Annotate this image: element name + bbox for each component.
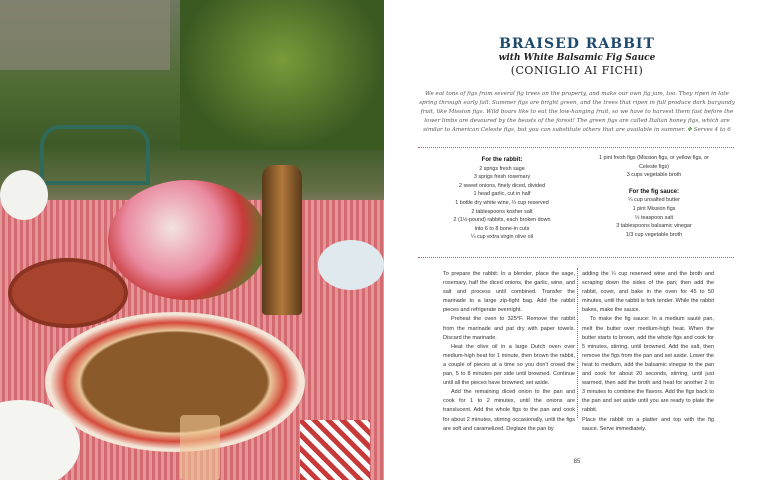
pasta-dish bbox=[8, 258, 128, 328]
stone-wall bbox=[0, 0, 170, 70]
method-paragraph: Add the remaining diced onion to the pan and cook for 1 to 2 minutes, until the onions are translucent. Add the whole figs to the pan and cook for about 2 minutes, stirring occasionally, until the figs are soft and caramelized. Deglaze the pan by bbox=[443, 389, 575, 432]
ingredient: 3 sprigs fresh rosemary bbox=[473, 174, 531, 181]
method-paragraph: To make the fig sauce: In a medium sauté pan, melt the butter over medium-high heat. When the butter starts to brown, add the whole figs and cook for 5 minutes, stirring, until browned. Add the salt, then remove the figs from the pan and set aside. Lower the heat to medium, add the balsamic vinegar to the pan and cook for about 20 seconds, stirring, until just warmed, then add the broth and heat for another 2 to 3 minutes to combine the flavors. Add the figs back to the pan and set aside until you are ready to plate the rabbit. bbox=[582, 316, 714, 414]
method-paragraph: Place the rabbit on a platter and top with the fig sauce. Serve immediately. bbox=[582, 416, 714, 432]
ingredient: ½ teaspoon salt bbox=[634, 214, 674, 221]
greenery bbox=[180, 0, 384, 150]
rabbit-heading: For the rabbit: bbox=[481, 157, 523, 163]
divider bbox=[418, 257, 734, 258]
flower-arrangement bbox=[108, 180, 268, 300]
ingredient: 1 pint Mission figs bbox=[632, 205, 676, 212]
water-glass bbox=[180, 415, 220, 480]
salad-bowl bbox=[0, 170, 48, 220]
method-paragraph-continued: adding the ¼ cup reserved wine and the broth and scraping down the sides of the pan; then add the rabbit, cover, and bake in the oven for 45 to 50 minutes, until the rabbit is fork tender. While the rabbit bakes, make the sauce. bbox=[582, 271, 714, 314]
method-paragraph: To prepare the rabbit: In a blender, place the sage, rosemary, half the diced onions, the garlic, wine, and salt and process until combined. Transfer the marinade to a large zip-tight bag. Add the rabbit pieces and refrigerate overnight. bbox=[443, 271, 575, 314]
more-ingredients bbox=[574, 154, 734, 239]
sauce-heading: For the fig sauce: bbox=[628, 188, 679, 195]
rabbit-ingredients bbox=[422, 156, 582, 242]
ingredient: ¼ cup unsalted butter bbox=[628, 197, 680, 204]
ingredient: 3 cups vegetable broth bbox=[626, 172, 682, 179]
ingredient: 2 sprigs fresh sage bbox=[479, 165, 525, 172]
method-paragraph: Preheat the oven to 325°F. Remove the rabbit from the marinade and pat dry with paper towels. Discard the marinade. bbox=[443, 316, 575, 341]
ingredient: 1/3 cup vegetable broth bbox=[625, 231, 683, 238]
salad-bowl bbox=[318, 240, 384, 290]
ingredient: 2 sweet onions, finely diced, divided bbox=[458, 182, 545, 189]
ingredient: 1 pint fresh figs (Mission figs, or yellow figs, or bbox=[599, 155, 709, 161]
divider bbox=[418, 147, 734, 148]
garden-chair bbox=[40, 125, 150, 185]
ingredient: 3 tablespoons balsamic vinegar bbox=[616, 223, 692, 230]
page-number: 85 bbox=[573, 459, 581, 465]
ingredient: into 6 to 8 bone-in cuts bbox=[474, 225, 530, 232]
italian-title: (CONIGLIO AI FICHI) bbox=[510, 64, 644, 77]
ingredient: Celeste figs) bbox=[639, 163, 669, 170]
wine-bottle bbox=[262, 165, 302, 315]
intro-text bbox=[416, 90, 738, 135]
ingredient: 2 tablespoons kosher salt bbox=[471, 208, 533, 215]
method-column-right bbox=[582, 270, 714, 434]
intro-paragraph: We eat tons of figs from several fig trees on the property, and make our own fig jam, too. They ripen in late spring through early fall. Summer figs are bright green, and the trees that ripen in full produce dark burgundy fruit, like Mission figs. Wild boars like to eat the low-hanging fruit, so we have to harvest them fast before the lower limbs are devoured by the beasts of the forest! The green figs are called Italian honey figs, which are similar to American Celeste figs, but you can substitute others that are available in summer. bbox=[419, 91, 735, 133]
column-divider bbox=[577, 268, 578, 418]
method-paragraph: Heat the olive oil in a large Dutch oven over medium-high heat for 1 minute, then brown the rabbit, a couple of pieces at a time so you don't crowd the pan, 5 to 8 minutes per side until browned. Continue until all the pieces have browned; set aside. bbox=[443, 343, 575, 387]
leaf-icon: ✤ bbox=[687, 127, 692, 133]
ingredient: 1 bottle dry white wine, ¼ cup reserved bbox=[455, 199, 549, 206]
method-column-left bbox=[443, 270, 575, 434]
serves-text: Serves 4 to 6 bbox=[693, 127, 731, 133]
napkin bbox=[300, 420, 370, 480]
rabbit-platter bbox=[45, 312, 305, 452]
recipe-title: BRAISED RABBIT bbox=[499, 36, 655, 52]
ingredient: 2 (1½-pound) rabbits, each broken down bbox=[453, 217, 551, 224]
recipe-page bbox=[386, 0, 768, 480]
ingredient: ¼ cup extra virgin olive oil bbox=[470, 234, 534, 241]
recipe-subtitle: with White Balsamic Fig Sauce bbox=[498, 53, 656, 63]
ingredient: 1 head garlic, cut in half bbox=[473, 191, 531, 198]
